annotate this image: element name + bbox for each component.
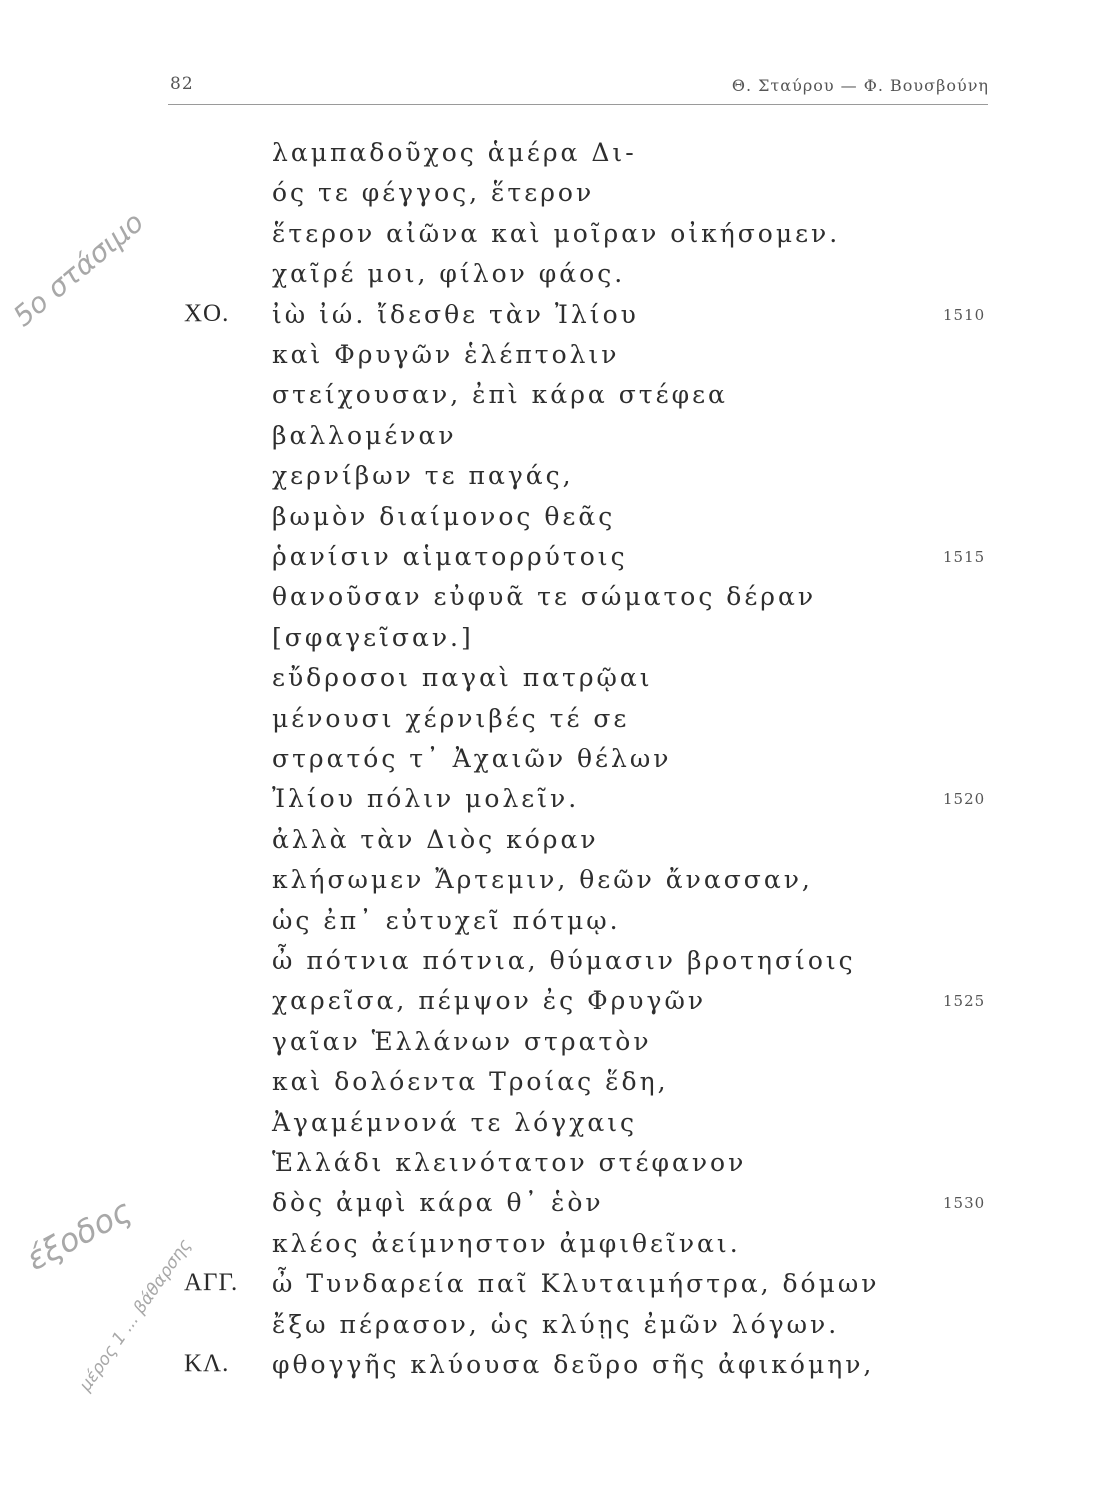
verse-text-line: στρατός τ᾽ Ἀχαιῶν θέλων — [272, 744, 672, 773]
verse-line — [0, 865, 1113, 905]
verse-text-line: καὶ δολόεντα Τροίας ἕδη, — [272, 1067, 669, 1097]
line-number: 1515 — [943, 548, 986, 566]
verse-text-line: ἕτερον αἰῶνα καὶ μοῖραν οἰκήσομεν. — [272, 218, 841, 248]
verse-text-line: δὸς ἀμφὶ κάρα θ᾽ ἑὸν — [272, 1188, 604, 1218]
verse-text-line: ὦ Τυνδαρεία παῖ Κλυταιμήστρα, δόμων — [272, 1269, 880, 1299]
verse-line — [0, 744, 1113, 784]
verse-line — [0, 421, 1113, 461]
verse-text-line: θανοῦσαν εὐφυᾶ τε σώματος δέραν — [272, 582, 817, 612]
verse-text-line: βαλλομέναν — [272, 420, 457, 450]
verse-text-line: ῥανίσιν αἱματορρύτοις — [272, 542, 628, 571]
verse-line — [0, 623, 1113, 663]
verse-text-line: χαῖρέ μοι, φίλον φάος. — [272, 259, 626, 289]
verse-text-line: μένουσι χέρνιβές τέ σε — [272, 703, 630, 733]
verse-text-line: φθογγῆς κλύουσα δεῦρο σῆς ἀφικόμην, — [272, 1350, 875, 1379]
verse-text-line: ἔξω πέρασον, ὡς κλύῃς ἐμῶν λόγων. — [272, 1309, 840, 1339]
verse-line — [0, 663, 1113, 703]
verse-line — [0, 300, 1113, 340]
speaker-label: ΚΛ. — [184, 1350, 230, 1377]
verse-line — [0, 1108, 1113, 1148]
line-number: 1520 — [943, 790, 986, 809]
verse-text-line: εὔδροσοι παγαὶ πατρῷαι — [272, 663, 653, 693]
line-number: 1510 — [943, 305, 986, 324]
verse-text-line: γαῖαν Ἑλλάνων στρατὸν — [272, 1026, 652, 1056]
margin-note-vertical: μέρος 1 ... βάθαρσης — [75, 1235, 196, 1395]
verse-line — [0, 1350, 1113, 1390]
margin-note-exodos: έξοδος — [20, 1191, 138, 1278]
verse-text-line: κλήσωμεν Ἄρτεμιν, θεῶν ἄνασσαν, — [272, 865, 813, 895]
verse-text-line: ἀλλὰ τὰν Διὸς κόραν — [272, 824, 599, 854]
verse-text-line: λαμπαδοῦχος ἁμέρα Δι- — [272, 138, 637, 167]
verse-line — [0, 1188, 1113, 1228]
verse-text-line: ἰὼ ἰώ. ἴδεσθε τὰν Ἰλίου — [272, 299, 639, 329]
verse-text-line: [σφαγεῖσαν.] — [272, 622, 474, 652]
margin-note-stasimo: 5ο στάσιμο — [6, 205, 150, 333]
speaker-label: ΧΟ. — [184, 299, 230, 327]
verse-text-line: ός τε φέγγος, ἕτερον — [272, 178, 595, 208]
verse-line — [0, 138, 1113, 178]
verse-line — [0, 178, 1113, 218]
verse-line — [0, 582, 1113, 622]
verse-text-line: κλέος ἀείμνηστον ἀμφιθεῖναι. — [272, 1228, 741, 1258]
verse-line — [0, 704, 1113, 744]
verse-line — [0, 1148, 1113, 1188]
verse-line — [0, 784, 1113, 824]
verse-line — [0, 1067, 1113, 1107]
verse-line — [0, 542, 1113, 582]
running-head: Θ. Σταύρου — Φ. Βουσβούνη — [731, 76, 989, 95]
verse-line — [0, 946, 1113, 986]
page-number: 82 — [170, 74, 194, 94]
verse-line — [0, 825, 1113, 865]
verse-text-line: βωμὸν διαίμονος θεᾶς — [272, 501, 616, 531]
line-number: 1525 — [943, 992, 986, 1011]
verse-line — [0, 340, 1113, 380]
verse-line — [0, 1310, 1113, 1350]
speaker-label: ΑΓΓ. — [184, 1269, 239, 1297]
verse-text-line: στείχουσαν, ἐπὶ κάρα στέφεα — [272, 380, 728, 410]
verse-line — [0, 219, 1113, 259]
verse-text-line: Ἰλίου πόλιν μολεῖν. — [272, 784, 580, 814]
verse-line — [0, 502, 1113, 542]
verse-text-line: χαρεῖσα, πέμψον ἐς Φρυγῶν — [272, 986, 707, 1016]
verse-text-line: Ἀγαμέμνονά τε λόγχαις — [272, 1107, 638, 1137]
verse-text-line: ὦ πότνια πότνια, θύμασιν βροτησίοις — [272, 946, 856, 975]
verse-text-line: καὶ Φρυγῶν ἑλέπτολιν — [272, 340, 620, 369]
verse-text-line: Ἑλλάδι κλεινότατον στέφανον — [272, 1148, 747, 1177]
verse-text-line: χερνίβων τε παγάς, — [272, 461, 574, 491]
header-rule — [168, 104, 988, 105]
verse-line — [0, 259, 1113, 299]
verse-line — [0, 986, 1113, 1026]
verse-line — [0, 1027, 1113, 1067]
verse-line — [0, 461, 1113, 501]
verse-line — [0, 906, 1113, 946]
verse-text-line: ὡς ἐπ᾽ εὐτυχεῖ πότμῳ. — [272, 905, 621, 935]
verse-line — [0, 380, 1113, 420]
line-number: 1530 — [943, 1194, 986, 1213]
